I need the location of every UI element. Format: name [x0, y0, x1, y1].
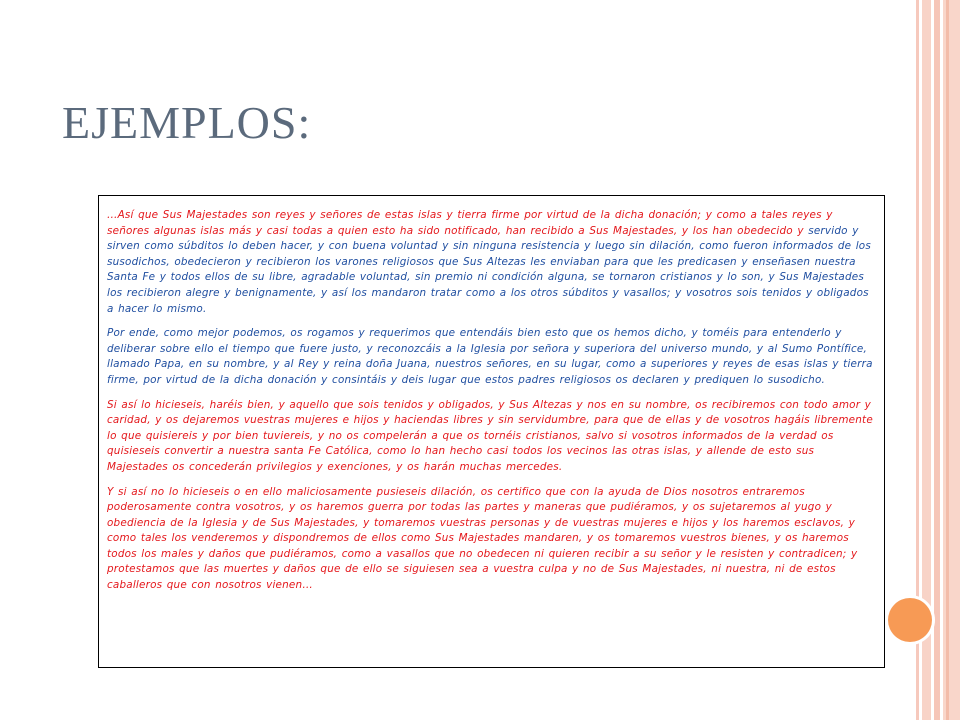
decorative-stripe — [934, 0, 940, 720]
paragraph-2: Por ende, como mejor podemos, os rogamos y requerimos que entendáis bien esto que os hemos dicho, y toméis para entenderlo y deliberar sobre ello el tiempo que fuere justo, y reconozcáis a la Iglesia por señora y superiora del universo mundo, y al Sumo Pontífice, llamado Papa, en su nombre, y al Rey y reina doña Juana, nuestros señores, en su lugar, como a superiores y reyes de esas islas y tierra firme, por virtud de la dicha donación y consintáis y deis lugar que estos padres religiosos os declaren y prediquen lo susodicho. — [107, 327, 873, 386]
paragraph-1-lead: …Así que Sus Majestades son reyes y señores de estas islas y tierra firme por virtud de la dicha donación; y como a tales reyes y señores algunas islas más y casi todas a quien esto ha sido notificado, han recibido a Sus Majestades, y los han obedecido y — [107, 209, 833, 237]
paragraph-1 — [107, 208, 874, 317]
paragraph-1-rest: servido y sirven como súbditos lo deben hacer, y con buena voluntad y sin ninguna resistencia y luego sin dilación, como fueron informados de los susodichos, obedecieron y recibieron los varones religiosos que Sus Altezas les enviaban para que les predicasen y enseñasen nuestra Santa Fe y todos ellos de su libre, agradable voluntad, sin premio ni condición alguna, se tornaron cristianos y lo son, y Sus Majestades los recibieron alegre y benignamente, y así los mandaron tratar como a los otros súbditos y vasallos; y vosotros sois tenidos y obligados a hacer lo mismo. — [107, 224, 871, 315]
slide-title: EJEMPLOS: — [62, 97, 312, 148]
paragraph-3: Si así lo hicieseis, haréis bien, y aquello que sois tenidos y obligados, y Sus Altezas y nos en su nombre, os recibiremos con todo amor y caridad, y os dejaremos vuestras mujeres e hijos y haciendas libres y sin servidumbre, para que de ellas y de vosotros hagáis libremente lo que quisiereis y por bien tuviereis, y no os compelerán a que os tornéis cristianos, salvo si vosotros informados de la verdad os quisieseis convertir a nuestra santa Fe Católica, como lo han hecho casi todos los vecinos las otras islas, y allende de esto sus Majestades os concederán privilegios y exenciones, y os harán muchas mercedes. — [107, 398, 873, 473]
quote-text-box — [98, 195, 885, 668]
paragraph-4: Y si así no lo hicieseis o en ello maliciosamente pusieseis dilación, os certifico que con la ayuda de Dios nosotros entraremos poderosamente contra vosotros, y os haremos guerra por todas las partes y maneras que pudiéramos, y os sujetaremos al yugo y obediencia de la Iglesia y de Sus Majestades, y tomaremos vuestras personas y de vuestras mujeres e hijos y los haremos esclavos, y como tales los venderemos y dispondremos de ellos como Sus Majestades mandaren, y os tomaremos vuestros bienes, y os haremos todos los males y daños que pudiéramos, como a vasallos que no obedecen ni quieren recibir a su señor y le resisten y contradicen; y protestamos que las muertes y daños que de ello se siguiesen sea a vuestra culpa y no de Sus Majestades, ni nuestra, ni de estos caballeros que con nosotros vienen… — [107, 485, 858, 592]
accent-circle — [888, 598, 932, 642]
decorative-stripe — [946, 0, 949, 720]
